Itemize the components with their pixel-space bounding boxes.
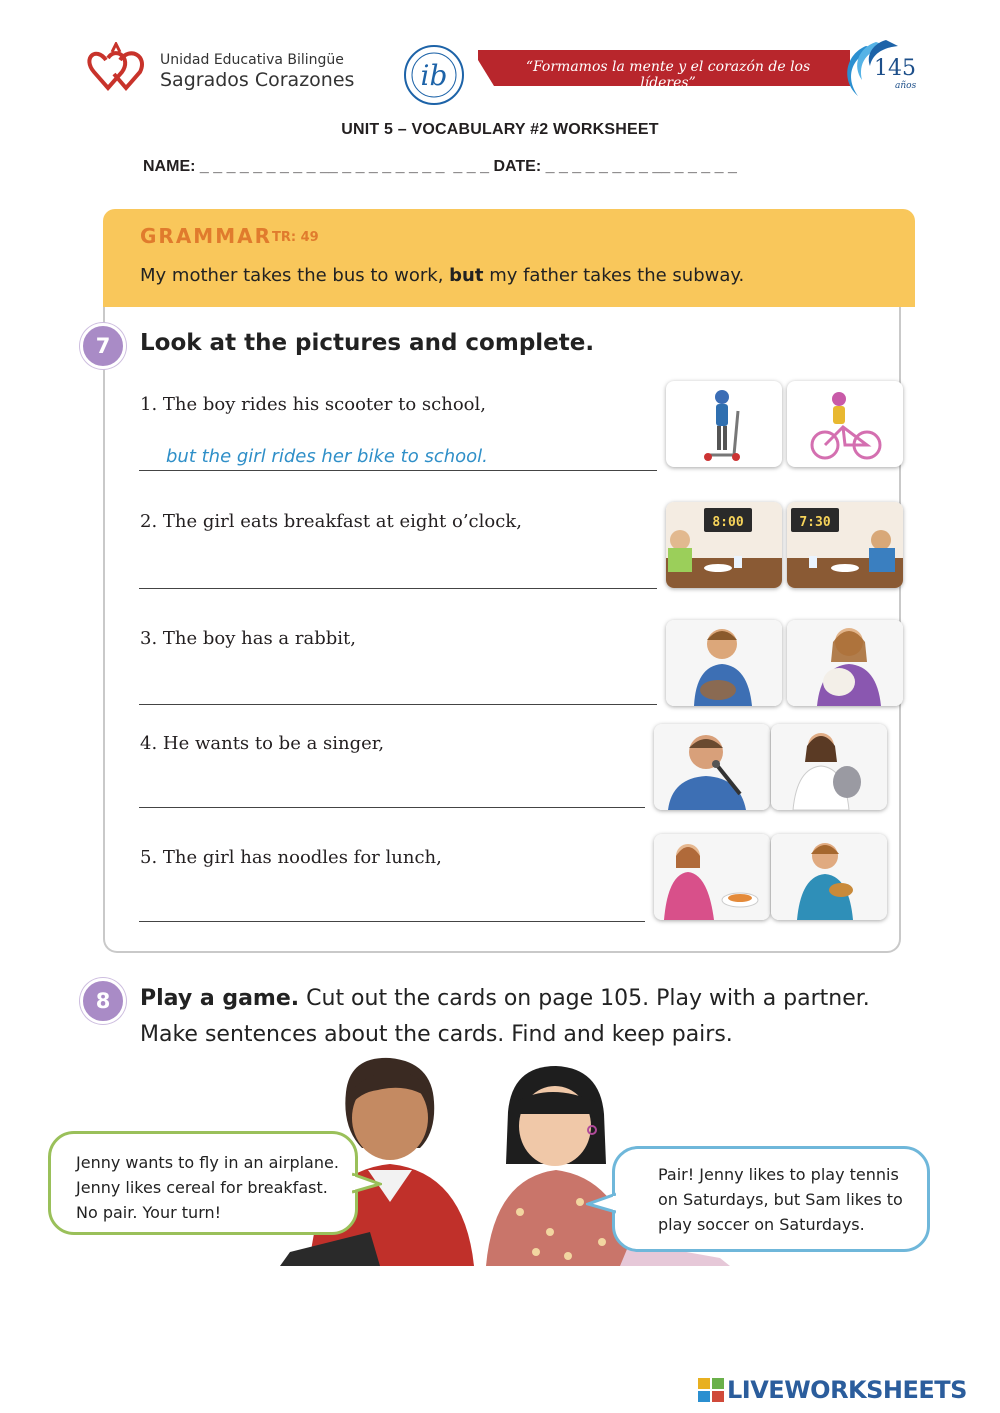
girl-noodles-icon <box>654 834 770 920</box>
grammar-heading: GRAMMAR <box>140 224 272 248</box>
boy-breakfast-icon <box>787 502 903 588</box>
boy-scooter-icon <box>666 381 782 467</box>
worksheet-title: UNIT 5 – VOCABULARY #2 WORKSHEET <box>341 121 659 138</box>
grammar-sentence-part2: my father takes the subway. <box>483 265 745 286</box>
anniversary-number: 145 <box>874 56 916 81</box>
girl-breakfast-picture <box>666 502 782 588</box>
activity-8-badge: 8 <box>80 978 126 1024</box>
school-name-line2: Sagrados Corazones <box>160 69 355 91</box>
girl-bike-picture <box>787 381 903 467</box>
speech-bubble-right-tail <box>586 1190 616 1216</box>
clock-8-00: 8:00 <box>712 515 744 530</box>
ib-world-school-logo <box>403 44 465 106</box>
item-3-prompt: 3. The boy has a rabbit, <box>140 628 356 649</box>
school-hearts-logo <box>86 42 152 98</box>
boy-sandwich-icon <box>771 834 887 920</box>
date-label: DATE: <box>493 158 542 175</box>
liveworksheets-logo-icon <box>698 1378 724 1402</box>
vet-icon <box>771 724 887 810</box>
girl-dog-picture <box>787 620 903 706</box>
grammar-track-number: TR: 49 <box>272 230 319 245</box>
anniversary-word: años <box>895 81 917 91</box>
school-motto: “Formamos la mente y el corazón de los líderes” <box>525 59 811 91</box>
girl-dog-icon <box>787 620 903 706</box>
speech-bubble-right-text: Pair! Jenny likes to play tennis on Saturdays, but Sam likes to play soccer on Saturdays. <box>658 1165 903 1234</box>
name-date-line <box>143 158 737 176</box>
boy-breakfast-picture <box>787 502 903 588</box>
activity-7-badge: 7 <box>80 323 126 369</box>
svg-text:ib: ib <box>420 59 448 92</box>
speech-bubble-left-text: Jenny wants to fly in an airplane. Jenny likes cereal for breakfast. No pair. Your turn! <box>76 1153 339 1222</box>
name-label: NAME: <box>143 158 196 175</box>
item-5-prompt: 5. The girl has noodles for lunch, <box>140 847 442 868</box>
school-name-line1: Unidad Educativa Bilingüe <box>160 52 344 68</box>
singer-picture <box>654 724 770 810</box>
item-2-prompt: 2. The girl eats breakfast at eight o’clock, <box>140 511 522 532</box>
activity-8-instruction-line1 <box>140 986 870 1011</box>
girl-breakfast-icon <box>666 502 782 588</box>
activity-7-instruction: Look at the pictures and complete. <box>140 330 595 356</box>
activity-8-instruction-bold: Play a game. <box>140 986 300 1011</box>
school-name <box>160 52 354 91</box>
item-3-answer-line[interactable] <box>139 704 657 705</box>
speech-bubble-left-tail <box>352 1170 382 1196</box>
grammar-sentence-part1: My mother takes the bus to work, <box>140 265 450 286</box>
girl-bike-icon <box>787 381 903 467</box>
item-5-answer-line[interactable] <box>139 921 645 922</box>
item-1-answer-line <box>139 470 657 471</box>
boy-scooter-picture <box>666 381 782 467</box>
item-4-prompt: 4. He wants to be a singer, <box>140 733 385 754</box>
clock-7-30: 7:30 <box>799 515 831 530</box>
boy-sandwich-picture <box>771 834 887 920</box>
singer-icon <box>654 724 770 810</box>
boy-rabbit-picture <box>666 620 782 706</box>
date-blank[interactable]: _ _ _ _ _ _ _ _ __ _ _ _ _ _ <box>541 158 737 175</box>
item-4-answer-line[interactable] <box>139 807 645 808</box>
grammar-sentence-keyword: but <box>449 265 484 286</box>
girl-noodles-picture <box>654 834 770 920</box>
liveworksheets-brand[interactable]: LIVEWORKSHEETS <box>727 1376 967 1404</box>
boy-rabbit-icon <box>666 620 782 706</box>
vet-picture <box>771 724 887 810</box>
item-2-answer-line[interactable] <box>139 588 657 589</box>
name-blank[interactable]: _ _ _ _ _ _ _ _ _ __ _ _ _ _ _ _ _ _ _ _ _ <box>195 158 489 175</box>
item-1-answer[interactable]: but the girl rides her bike to school. <box>166 446 488 467</box>
grammar-example-sentence <box>140 265 744 286</box>
activity-8-instruction-line2: Make sentences about the cards. Find and keep pairs. <box>140 1022 733 1047</box>
item-1-prompt: 1. The boy rides his scooter to school, <box>140 394 486 415</box>
activity-8-instruction-rest: Cut out the cards on page 105. Play with a partner. <box>299 986 870 1011</box>
